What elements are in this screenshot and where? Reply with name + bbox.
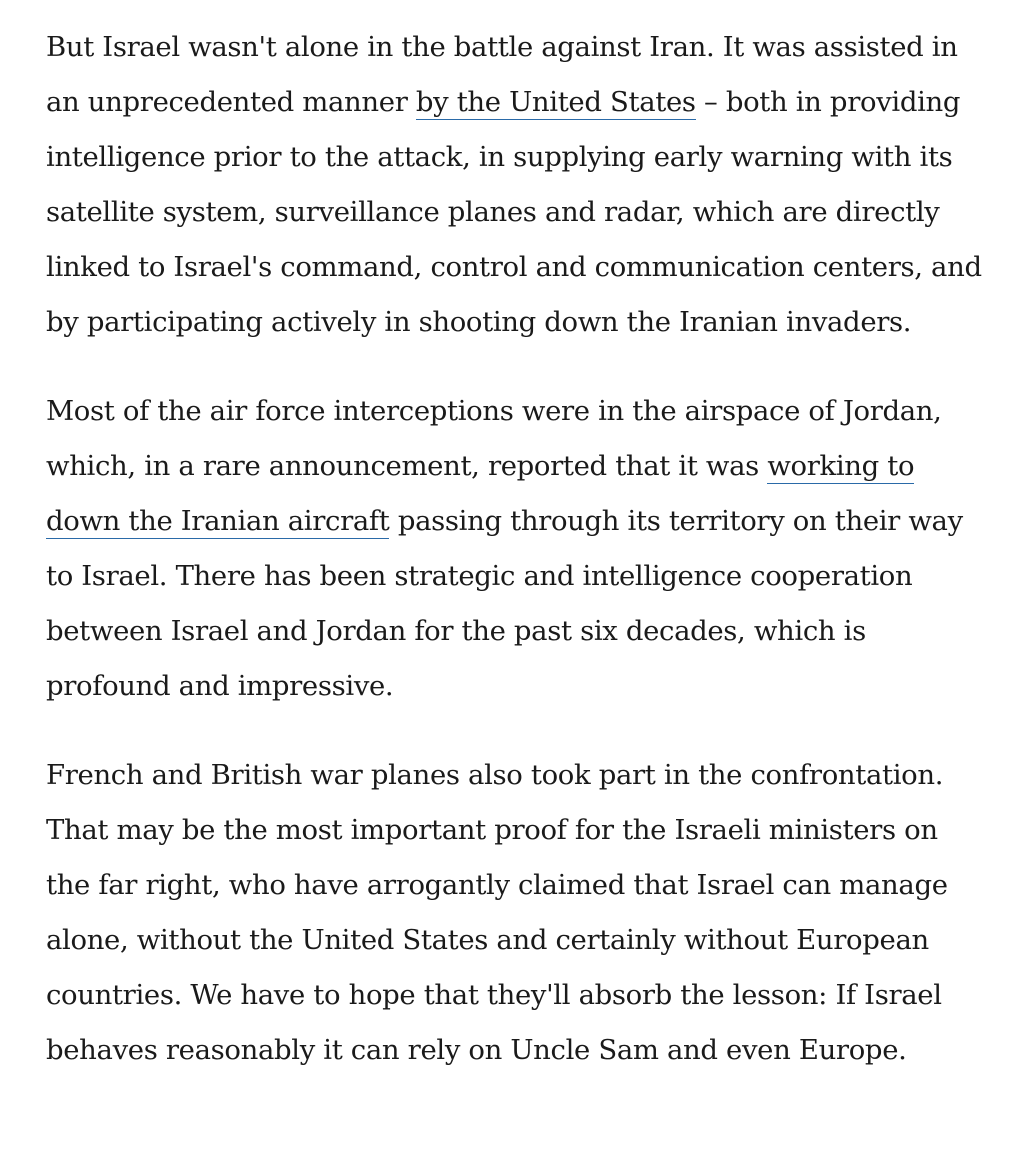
paragraph-jordan-interceptions [46, 384, 986, 714]
paragraph-text: Most of the air force interceptions were in the airspace of Jordan, which, in a rare announcement, reported that it was [46, 395, 942, 482]
paragraph-us-assistance [46, 20, 986, 350]
paragraph-french-british-planes: French and British war planes also took part in the confrontation. That may be the most important proof for the Israeli ministers on the far right, who have arrogantly claimed that Israel can manage alone, without the United States and certainly without European countries. We have to hope that they'll absorb the lesson: If Israel behaves reasonably it can rely on Uncle Sam and even Europe. [46, 759, 948, 1066]
paragraph-text: But Israel wasn't alone in the battle against Iran. It was assisted in an unprecedented manner [46, 31, 958, 118]
paragraph-text: passing through its territory on their way to Israel. There has been strategic and intelligence cooperation between Israel and Jordan for the past six decades, which is profound and impressive. [46, 505, 963, 702]
link-united-states[interactable]: by the United States [415, 86, 696, 118]
article-body [46, 20, 986, 1112]
paragraph-text: – both in providing intelligence prior to the attack, in supplying early warning with its satellite system, surveillance planes and radar, which are directly linked to Israel's command, control and communication centers, and by participating actively in shooting down the Iranian invaders. [46, 86, 982, 338]
link-jordan-aircraft[interactable]: working to down the Iranian aircraft [46, 450, 915, 537]
